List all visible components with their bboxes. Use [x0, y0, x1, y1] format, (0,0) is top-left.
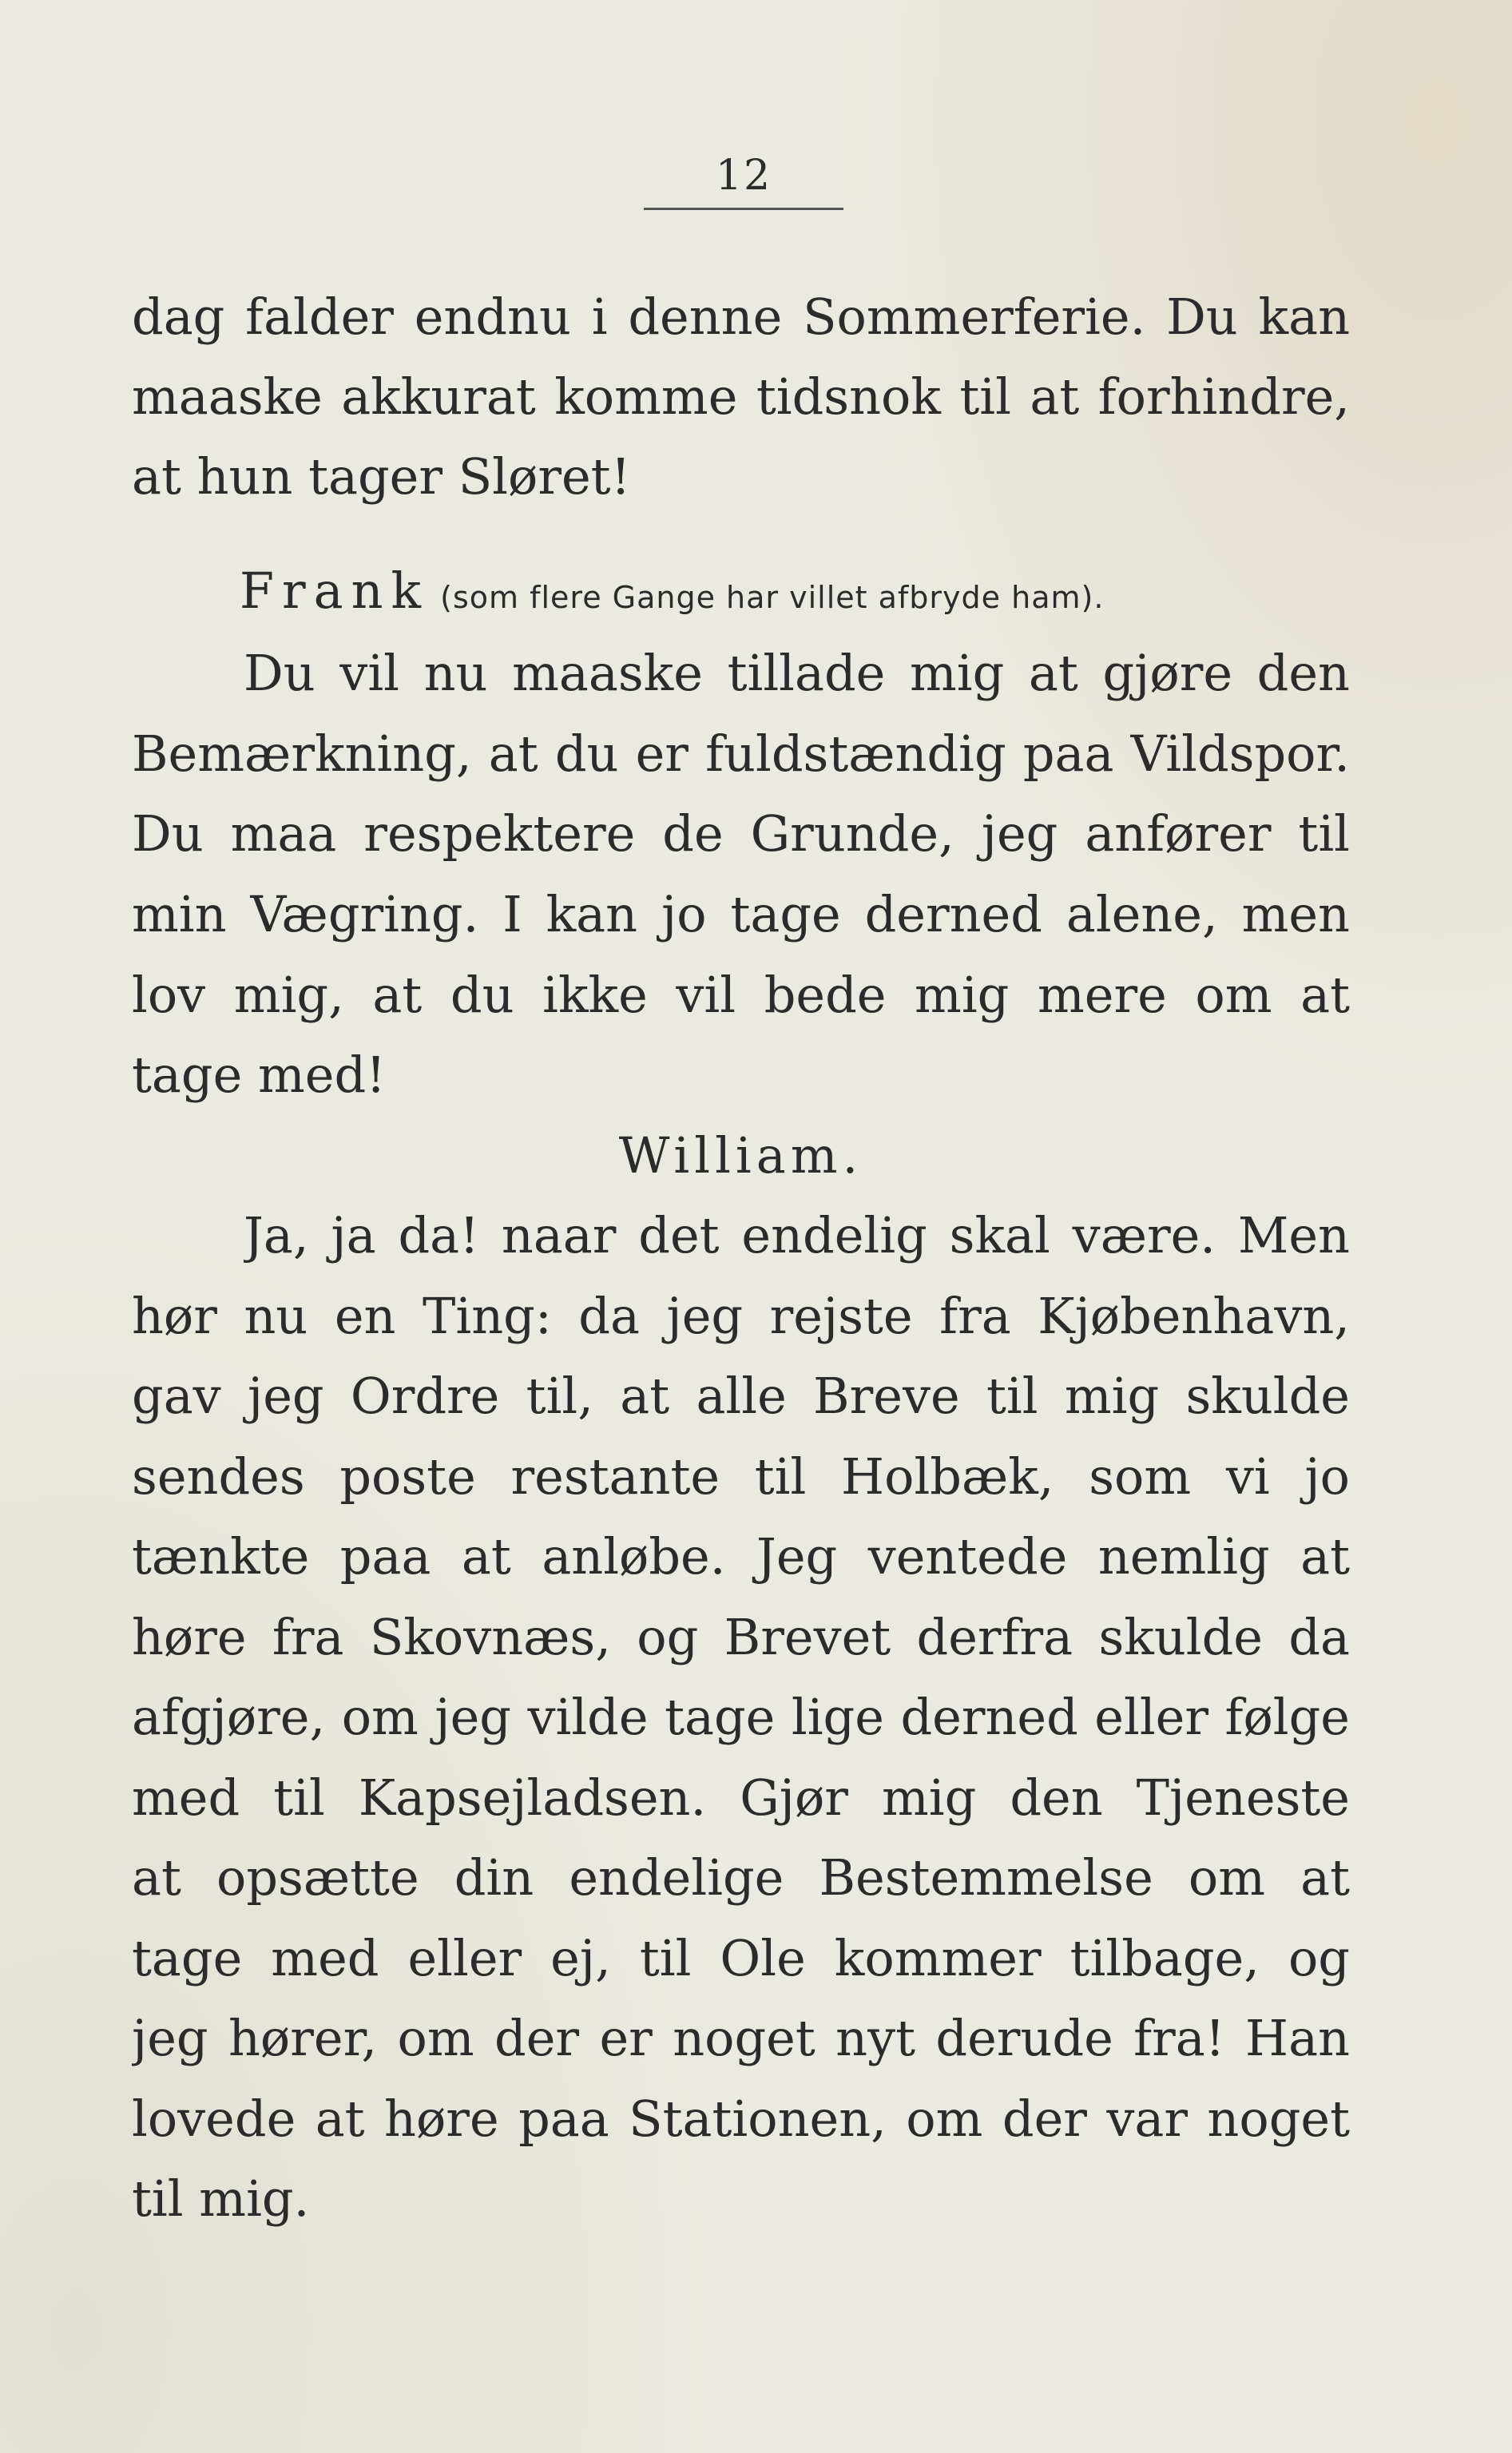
text-line: Bemærkning, at du er fuldstændig paa Vildspor.: [132, 724, 1350, 783]
text-line: Du maa respektere de Grunde, jeg anfører til: [132, 804, 1350, 863]
text-line: min Vægring. I kan jo tage derned alene, men: [132, 885, 1350, 943]
text-line: sendes poste restante til Holbæk, som vi jo: [132, 1447, 1350, 1506]
speaker-heading-frank: [240, 551, 1350, 631]
page-number-rule: [644, 208, 843, 210]
text-line: dag falder endnu i denne Sommerferie. Du kan: [132, 288, 1350, 346]
text-line: maaske akkurat komme tidsnok til at forhindre,: [132, 367, 1350, 426]
speaker-heading-william: William.: [618, 1126, 863, 1185]
text-line: at opsætte din endelige Bestemmelse om at: [132, 1848, 1350, 1907]
speaker-name: Frank: [240, 562, 430, 620]
page-number: 12: [715, 152, 772, 200]
text-line: jeg hører, om der er noget nyt derude fra! Han: [132, 2009, 1350, 2067]
text-line: at hun tager Sløret!: [132, 447, 631, 506]
text-line: hør nu en Ting: da jeg rejste fra Kjøbenhavn,: [132, 1287, 1350, 1345]
stage-direction: (som flere Gange har villet afbryde ham).: [440, 580, 1105, 615]
text-line: lovede at høre paa Stationen, om der var noget: [132, 2090, 1350, 2148]
text-line: lov mig, at du ikke vil bede mig mere om at: [132, 966, 1350, 1024]
text-line: afgjøre, om jeg vilde tage lige derned eller følge: [132, 1688, 1350, 1746]
text-line: tage med!: [132, 1046, 387, 1104]
text-line: høre fra Skovnæs, og Brevet derfra skulde da: [132, 1608, 1350, 1666]
text-line: Ja, ja da! naar det endelig skal være. Men: [244, 1206, 1350, 1264]
text-line: med til Kapsejladsen. Gjør mig den Tjeneste: [132, 1768, 1350, 1827]
text-line: tage med eller ej, til Ole kommer tilbage, og: [132, 1929, 1350, 1987]
text-line: gav jeg Ordre til, at alle Breve til mig skulde: [132, 1367, 1350, 1425]
text-line: til mig.: [132, 2169, 310, 2228]
text-line: Du vil nu maaske tillade mig at gjøre den: [244, 644, 1350, 702]
text-line: tænkte paa at anløbe. Jeg ventede nemlig at: [132, 1527, 1350, 1586]
